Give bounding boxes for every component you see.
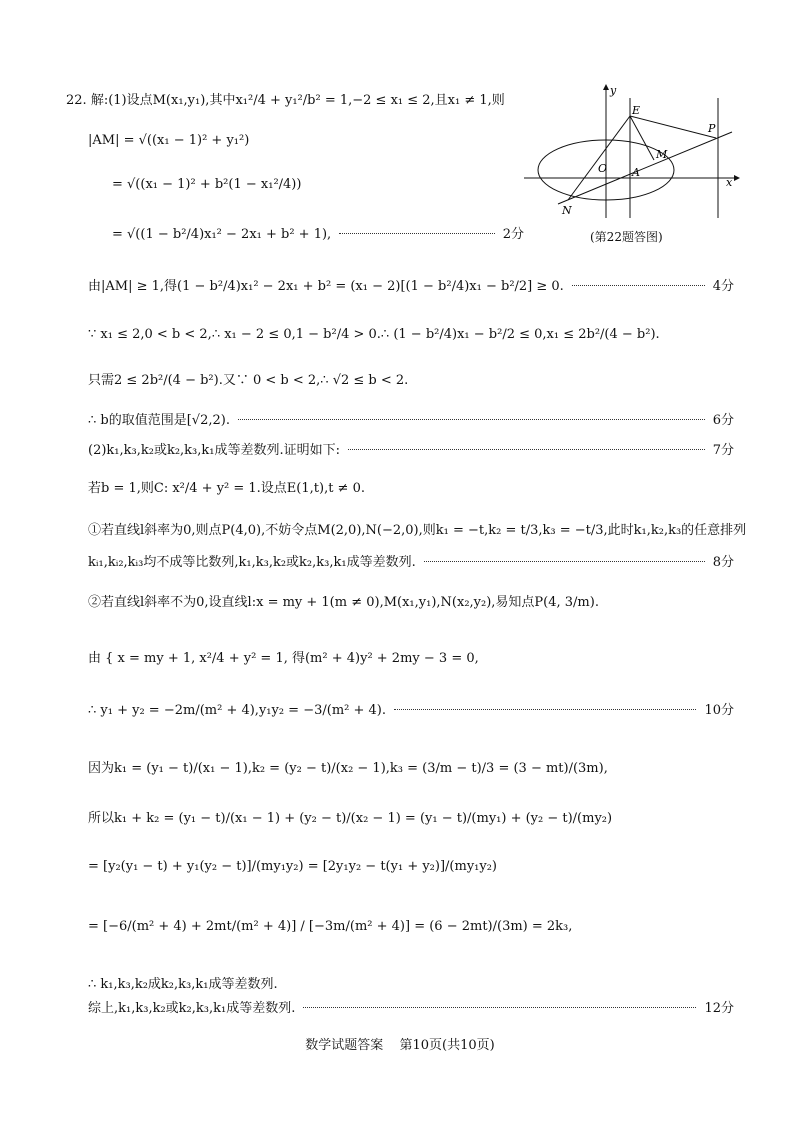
leader-dots — [572, 285, 705, 286]
segment-EP — [630, 116, 716, 138]
vieta-line — [88, 702, 734, 720]
part2-text: (2)k₁,k₃,k₂或k₂,k₃,k₁成等差数列.证明如下: — [88, 443, 340, 458]
page-footer — [0, 1034, 800, 1053]
am-definition — [88, 132, 249, 150]
score-mark: 4分 — [712, 279, 734, 294]
problem-line-1 — [66, 92, 505, 110]
point-E-label: E — [632, 104, 641, 117]
point-A-label: A — [632, 166, 640, 179]
slopes-text: 因为k₁ = (y₁ − t)/(x₁ − 1),k₂ = (y₂ − t)/(x₂ − 1),k₃ = (3/m − t)/3 = (3 − mt)/(3m), — [88, 761, 608, 776]
sum-step-2-text: = [y₂(y₁ − t) + y₁(y₂ − t)]/(my₁y₂) = [2y₁y₂ − t(y₁ + y₂)]/(my₁y₂) — [88, 859, 497, 874]
slopes-line — [88, 760, 608, 778]
range-line — [88, 412, 734, 430]
segment-EM — [630, 116, 654, 160]
vieta-text: ∴ y₁ + y₂ = −2m/(m² + 4),y₁y₂ = −3/(m² + 4). — [88, 703, 386, 718]
system-text: 由 { x = my + 1, x²/4 + y² = 1, 得(m² + 4)y² + 2my − 3 = 0, — [88, 651, 479, 666]
because-line — [88, 326, 660, 344]
point-P-label: P — [708, 122, 716, 135]
final-conclusion — [88, 1000, 734, 1018]
ellipse-figure — [520, 82, 740, 222]
range-text: ∴ b的取值范围是[√2,2). — [88, 413, 230, 428]
footer-page: 第10页(共10页) — [399, 1038, 495, 1053]
am-step-2 — [112, 176, 301, 194]
footer-subject: 数学试题答案 — [305, 1038, 384, 1053]
condition-text: 由|AM| ≥ 1,得(1 − b²/4)x₁² − 2x₁ + b² = (x₁ − 2)[(1 − b²/4)x₁ − b²/2] ≥ 0. — [88, 279, 564, 294]
point-O-label: O — [598, 162, 608, 175]
b-equals-1-text: 若b = 1,则C: x²/4 + y² = 1.设点E(1,t),t ≠ 0. — [88, 481, 365, 496]
case2-text: ②若直线l斜率不为0,设直线l:x = my + 1(m ≠ 0),M(x₁,y₁),N(x₂,y₂),易知点P(4, 3/m). — [88, 595, 599, 610]
problem-text: 解:(1)设点M(x₁,y₁),其中x₁²/4 + y₁²/b² = 1,−2 ≤ x₁ ≤ 2,且x₁ ≠ 1,则 — [90, 93, 505, 108]
case1-text: ①若直线l斜率为0,则点P(4,0),不妨令点M(2,0),N(−2,0),则k₁ = −t,k₂ = t/3,k₃ = −t/3,此时k₁,k₂,k₃的任意排列 — [88, 523, 747, 538]
x-axis-arrow — [734, 175, 740, 181]
system-line — [88, 650, 479, 668]
because-text: ∵ x₁ ≤ 2,0 < b < 2,∴ x₁ − 2 ≤ 0,1 − b²/4 > 0.∴ (1 − b²/4)x₁ − b²/2 ≤ 0,x₁ ≤ 2b²/(4 − b²). — [88, 327, 660, 342]
score-mark: 2分 — [502, 227, 524, 242]
leader-dots — [303, 1007, 696, 1008]
sum-text: 所以k₁ + k₂ = (y₁ − t)/(x₁ − 1) + (y₂ − t)/(x₂ − 1) = (y₁ − t)/(my₁) + (y₂ − t)/(my₂) — [88, 811, 613, 826]
score-mark: 8分 — [712, 555, 734, 570]
case1-conclusion-text: kᵢ₁,kᵢ₂,kᵢ₃均不成等比数列,k₁,k₃,k₂或k₂,k₃,k₁成等差数列. — [88, 555, 416, 570]
score-mark: 6分 — [712, 413, 734, 428]
figure-caption: (第22题答图) — [590, 230, 663, 244]
sum-line — [88, 810, 612, 828]
point-N-label: N — [562, 204, 572, 217]
sum-step-3-text: = [−6/(m² + 4) + 2mt/(m² + 4)] / [−3m/(m² + 4)] = (6 − 2mt)/(3m) = 2k₃, — [88, 919, 573, 934]
case1-conclusion — [88, 554, 734, 572]
conclusion-1-text: ∴ k₁,k₃,k₂成k₂,k₃,k₁成等差数列. — [88, 977, 278, 992]
sum-step-2 — [88, 858, 497, 876]
am-formula-3: = √((1 − b²/4)x₁² − 2x₁ + b² + 1), — [112, 227, 332, 242]
need-text: 只需2 ≤ 2b²/(4 − b²).又∵ 0 < b < 2,∴ √2 ≤ b < 2. — [88, 373, 409, 388]
score-mark: 10分 — [704, 703, 734, 718]
final-conclusion-text: 综上,k₁,k₃,k₂或k₂,k₃,k₁成等差数列. — [88, 1001, 296, 1016]
part2-line — [88, 442, 734, 460]
am-step-3 — [112, 226, 524, 244]
x-axis-label: x — [726, 176, 733, 189]
y-axis-arrow — [603, 84, 609, 90]
conclusion-1 — [88, 976, 278, 994]
am-formula-2: = √((x₁ − 1)² + b²(1 − x₁²/4)) — [112, 177, 302, 192]
case2-line — [88, 594, 599, 612]
condition-line — [88, 278, 734, 296]
am-formula: |AM| = √((x₁ − 1)² + y₁²) — [88, 133, 250, 148]
sum-step-3 — [88, 918, 572, 936]
case1-line — [88, 522, 746, 540]
point-M-label: M — [656, 148, 668, 161]
score-mark: 7分 — [712, 443, 734, 458]
score-mark: 12分 — [704, 1001, 734, 1016]
leader-dots — [348, 449, 705, 450]
leader-dots — [424, 561, 705, 562]
problem-number: 22. — [66, 93, 87, 108]
leader-dots — [238, 419, 705, 420]
leader-dots — [394, 709, 696, 710]
y-axis-label: y — [610, 84, 617, 97]
leader-dots — [339, 233, 495, 234]
need-line — [88, 372, 408, 390]
b-equals-1-line — [88, 480, 365, 498]
